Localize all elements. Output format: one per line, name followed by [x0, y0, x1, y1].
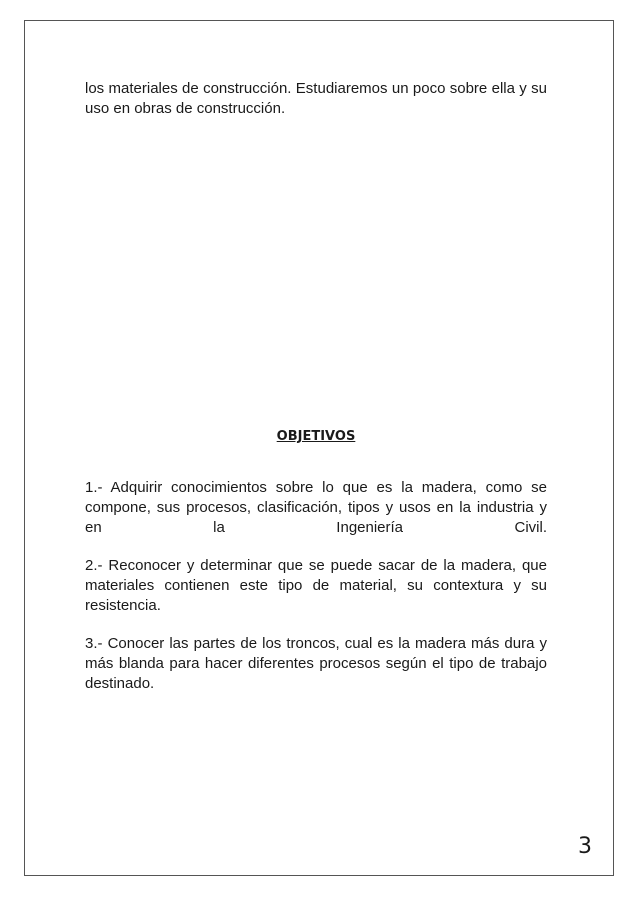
- intro-paragraph: los materiales de construcción. Estudiaremos un poco sobre ella y su uso en obras de construcción.: [85, 80, 547, 117]
- objective-item-2: 2.- Reconocer y determinar que se puede sacar de la madera, que materiales contienen este tipo de material, su contextura y su resistencia.: [85, 557, 547, 614]
- objective-item-3: 3.- Conocer las partes de los troncos, cual es la madera más dura y más blanda para hacer diferentes procesos según el tipo de trabajo destinado.: [85, 635, 547, 692]
- objective-item-1: 1.- Adquirir conocimientos sobre lo que es la madera, como se compone, sus procesos, clasificación, tipos y usos en la industria y en la Ingeniería Civil.: [85, 479, 547, 536]
- page-number: 3: [578, 834, 592, 859]
- objectives-heading: OBJETIVOS: [276, 429, 356, 444]
- page-border: [24, 20, 614, 876]
